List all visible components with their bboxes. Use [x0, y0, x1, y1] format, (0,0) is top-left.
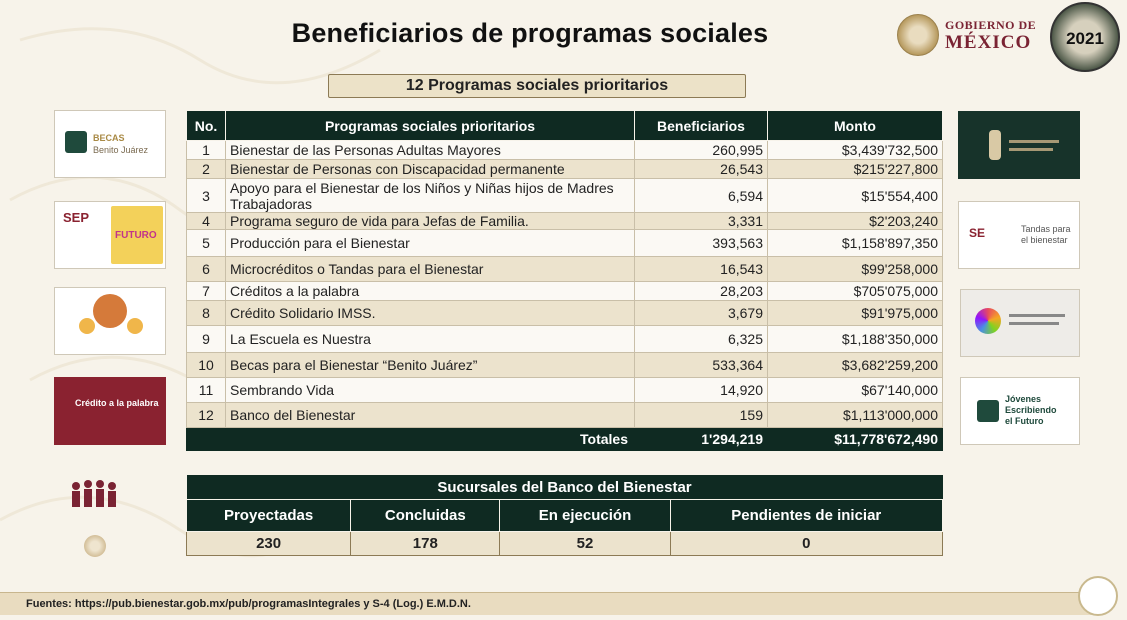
- header-beneficiaries: Beneficiarios: [635, 111, 768, 141]
- credito-label: Crédito a la palabra: [75, 398, 159, 408]
- page-title: Beneficiarios de programas sociales: [291, 18, 769, 48]
- row-number: 2: [187, 160, 226, 179]
- family-illustration-icon: [93, 294, 127, 328]
- header-proyectadas: Proyectadas: [187, 500, 351, 532]
- gob-logo-line2: MÉXICO: [945, 32, 1032, 53]
- row-amount: $2'203,240: [768, 213, 943, 230]
- row-beneficiaries: 260,995: [635, 141, 768, 160]
- row-amount: $1,158'897,350: [768, 230, 943, 257]
- table-row: [187, 230, 943, 257]
- row-program: Programa seguro de vida para Jefas de Familia.: [226, 213, 635, 230]
- row-beneficiaries: 533,364: [635, 353, 768, 378]
- table-row: [187, 301, 943, 326]
- row-number: 4: [187, 213, 226, 230]
- jovenes-line2: Escribiendo: [1005, 405, 1057, 415]
- row-number: 10: [187, 353, 226, 378]
- row-amount: $91'975,000: [768, 301, 943, 326]
- personas-discapacidad-logo: [960, 289, 1080, 357]
- community-people-icon: [68, 476, 124, 510]
- header-program: Programas sociales prioritarios: [226, 111, 635, 141]
- row-beneficiaries: 16,543: [635, 257, 768, 282]
- sucursales-values-row: [187, 532, 943, 556]
- programs-table: [186, 110, 943, 451]
- totals-label: Totales: [187, 428, 635, 451]
- table-row: [187, 378, 943, 403]
- table-row: [187, 282, 943, 301]
- totals-row: [187, 428, 943, 451]
- table-row: [187, 160, 943, 179]
- value-pendientes: 0: [670, 532, 943, 556]
- futuro-label: FUTURO: [115, 230, 157, 241]
- jovenes-line1: Jóvenes: [1005, 394, 1042, 404]
- text-line-decor: [1009, 314, 1065, 317]
- header-en-ejecucion: En ejecución: [500, 500, 670, 532]
- jovenes-escribiendo-logo: [960, 377, 1080, 445]
- row-amount: $3,439'732,500: [768, 141, 943, 160]
- tandas-line1: Tandas para: [1021, 224, 1071, 234]
- row-amount: $3,682'259,200: [768, 353, 943, 378]
- header-concluidas: Concluidas: [351, 500, 500, 532]
- table-row: [187, 353, 943, 378]
- row-beneficiaries: 3,331: [635, 213, 768, 230]
- row-number: 6: [187, 257, 226, 282]
- row-program: Bienestar de las Personas Adultas Mayores: [226, 141, 635, 160]
- colorful-flower-icon: [975, 308, 1001, 334]
- gobierno-mexico-logo: [897, 12, 1047, 60]
- header-amount: Monto: [768, 111, 943, 141]
- se-tandas-logo: [958, 201, 1080, 269]
- year-badge-text: 2021: [1066, 29, 1104, 48]
- row-beneficiaries: 26,543: [635, 160, 768, 179]
- row-number: 3: [187, 179, 226, 213]
- mortarboard-icon: [977, 400, 999, 422]
- totals-amount: $11,778'672,490: [768, 428, 943, 451]
- row-program: Crédito Solidario IMSS.: [226, 301, 635, 326]
- table-row: [187, 326, 943, 353]
- header-no: No.: [187, 111, 226, 141]
- header-pendientes: Pendientes de iniciar: [670, 500, 943, 532]
- sucursales-table: [186, 475, 943, 556]
- row-amount: $15'554,400: [768, 179, 943, 213]
- table-row: [187, 213, 943, 230]
- row-program: Bienestar de Personas con Discapacidad permanente: [226, 160, 635, 179]
- totals-beneficiaries: 1'294,219: [635, 428, 768, 451]
- sources-text: Fuentes: https://pub.bienestar.gob.mx/pub/programasIntegrales y S-4 (Log.) E.M.D.N.: [26, 598, 471, 610]
- table-row: [187, 179, 943, 213]
- row-program: Producción para el Bienestar: [226, 230, 635, 257]
- sucursales-header-row: [187, 500, 943, 532]
- sucursales-title: Sucursales del Banco del Bienestar: [187, 475, 943, 500]
- sep-futuro-logo: [54, 201, 166, 269]
- row-beneficiaries: 6,325: [635, 326, 768, 353]
- credito-palabra-logo: [54, 377, 166, 445]
- table-row: [187, 403, 943, 428]
- row-number: 5: [187, 230, 226, 257]
- table-row: [187, 257, 943, 282]
- gob-logo-line1: GOBIERNO DE: [945, 18, 1037, 32]
- row-program: Créditos a la palabra: [226, 282, 635, 301]
- row-beneficiaries: 393,563: [635, 230, 768, 257]
- row-amount: $67'140,000: [768, 378, 943, 403]
- row-program: Microcréditos o Tandas para el Bienestar: [226, 257, 635, 282]
- text-line-decor: [1009, 148, 1053, 151]
- row-number: 8: [187, 301, 226, 326]
- becas-label: BECAS: [93, 133, 125, 143]
- row-number: 7: [187, 282, 226, 301]
- table-header-row: [187, 111, 943, 141]
- text-line-decor: [1009, 140, 1059, 143]
- footer-mexico-logo-icon: [1078, 576, 1118, 616]
- benito-juarez-label: Benito Juárez: [93, 145, 149, 155]
- row-amount: $215'227,800: [768, 160, 943, 179]
- footer-bar: [0, 592, 1095, 615]
- text-line-decor: [1009, 322, 1059, 325]
- year-2021-badge: [1050, 2, 1120, 72]
- becas-benito-juarez-logo: [54, 110, 166, 178]
- row-number: 11: [187, 378, 226, 403]
- sep-label: SEP: [63, 210, 90, 225]
- value-proyectadas: 230: [187, 532, 351, 556]
- row-number: 12: [187, 403, 226, 428]
- subtitle-banner: 12 Programas sociales prioritarios: [328, 74, 746, 98]
- mortarboard-icon: [65, 131, 87, 153]
- child-icon: [79, 318, 95, 334]
- row-beneficiaries: 14,920: [635, 378, 768, 403]
- tandas-line2: el bienestar: [1021, 235, 1068, 245]
- row-amount: $705'075,000: [768, 282, 943, 301]
- table-row: [187, 141, 943, 160]
- row-program: Becas para el Bienestar “Benito Juárez”: [226, 353, 635, 378]
- value-concluidas: 178: [351, 532, 500, 556]
- row-amount: $99'258,000: [768, 257, 943, 282]
- row-program: Apoyo para el Bienestar de los Niños y Niñas hijos de Madres Trabajadoras: [226, 179, 635, 213]
- row-amount: $1,188'350,000: [768, 326, 943, 353]
- se-label: SE: [969, 226, 986, 240]
- row-beneficiaries: 28,203: [635, 282, 768, 301]
- jovenes-line3: el Futuro: [1005, 416, 1044, 426]
- small-seal-icon: [84, 535, 106, 557]
- national-seal-icon: [897, 14, 939, 56]
- value-en-ejecucion: 52: [500, 532, 670, 556]
- row-program: La Escuela es Nuestra: [226, 326, 635, 353]
- bienestar-ninos-logo: [54, 287, 166, 355]
- row-program: Banco del Bienestar: [226, 403, 635, 428]
- row-beneficiaries: 6,594: [635, 179, 768, 213]
- elderly-person-icon: [989, 130, 1001, 160]
- row-program: Sembrando Vida: [226, 378, 635, 403]
- row-beneficiaries: 159: [635, 403, 768, 428]
- row-beneficiaries: 3,679: [635, 301, 768, 326]
- row-number: 9: [187, 326, 226, 353]
- child-icon: [127, 318, 143, 334]
- row-number: 1: [187, 141, 226, 160]
- row-amount: $1,113'000,000: [768, 403, 943, 428]
- adultos-mayores-logo: [958, 111, 1080, 179]
